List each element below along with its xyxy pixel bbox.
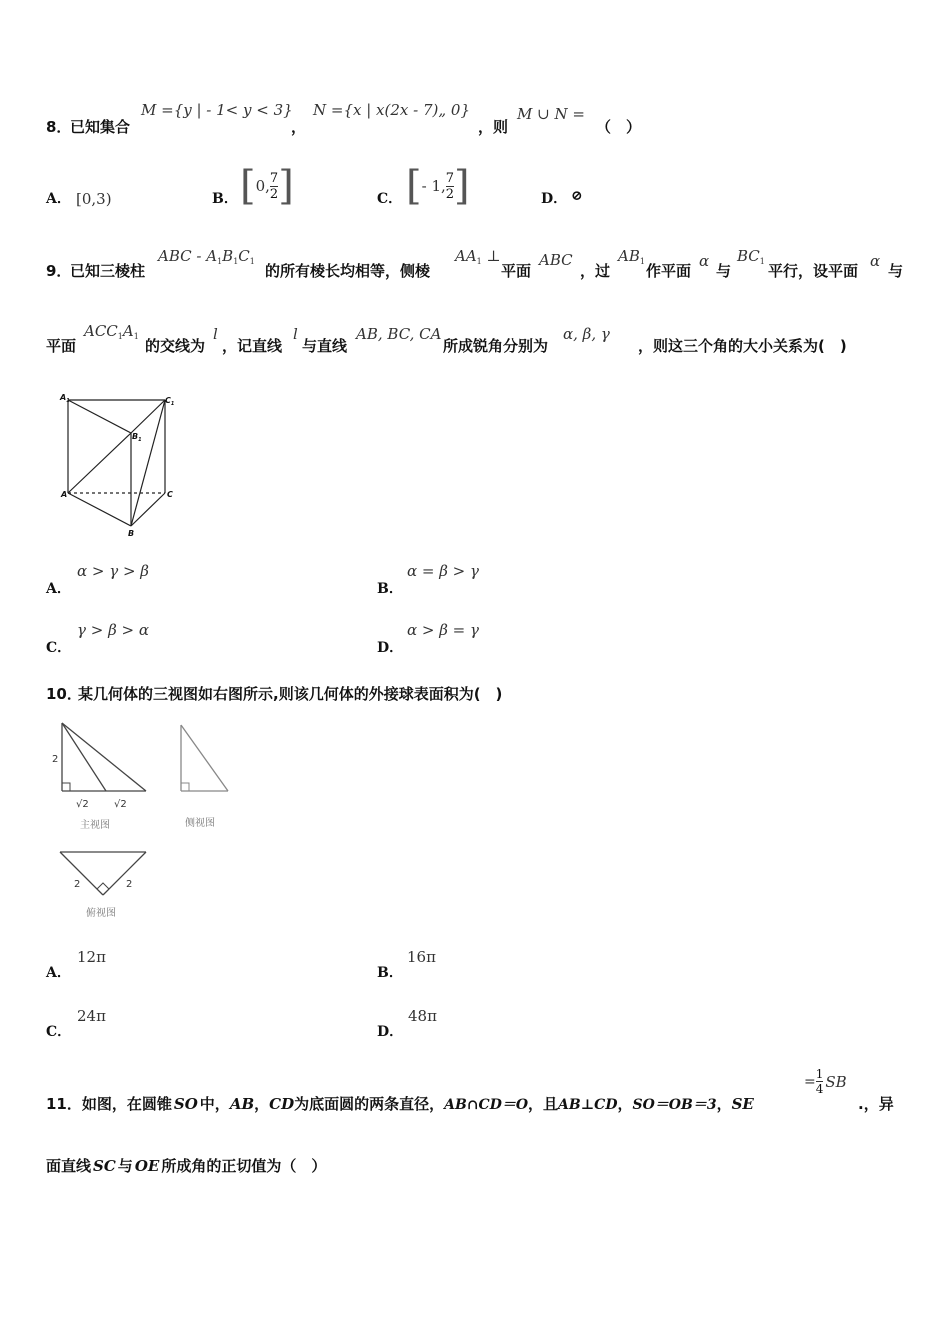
front-view-width-label-1: √2 <box>76 799 89 810</box>
q9-lines: AB, BC, CA <box>356 325 442 343</box>
q11-text-7: ， <box>716 1095 732 1113</box>
q9-option-c-label: C． <box>46 640 72 656</box>
q9-option-d-value: α > β = γ <box>407 621 479 639</box>
q10-option-a-label: A． <box>46 965 71 981</box>
q8-option-b-fraction <box>270 171 278 202</box>
q10-option-d-label: D． <box>377 1024 404 1040</box>
q9-text-1: 已知三棱柱 <box>70 262 146 280</box>
q8-option-d-value: ⊘ <box>571 188 583 204</box>
q11-cd: CD <box>269 1095 295 1113</box>
fraction-numerator: 1 <box>815 1067 824 1081</box>
q11-number: 11． <box>46 1095 82 1113</box>
q11-equality: SO＝OB＝3 <box>632 1097 717 1113</box>
q8-option-b-label: B． <box>212 191 238 207</box>
q9-alpha: α <box>699 252 710 270</box>
q8-answer-paren: （ ） <box>596 118 642 136</box>
q9-line2-text-4: 与直线 <box>302 337 348 355</box>
q9-text-8: 与 <box>888 262 904 280</box>
top-view-edge-label-1: 2 <box>74 879 81 890</box>
q11-sc: SC <box>93 1157 116 1175</box>
q11-oe: OE <box>134 1157 160 1175</box>
q8-option-c-fraction <box>446 171 454 202</box>
q9-line2-text-1: 平面 <box>46 337 77 355</box>
fraction-denominator: 4 <box>815 1082 824 1096</box>
q8-option-c-value <box>406 160 470 212</box>
q9-ab1: $AB_1$ <box>618 247 645 266</box>
q9-line2-text-6: ，则这三个角的大小关系为( ) <box>638 337 847 355</box>
q8-union: M ∪ N = <box>517 105 585 123</box>
right-angle-mark <box>97 883 109 889</box>
q11-text-8: .，异 <box>858 1095 894 1113</box>
q9-edge: $AA_1$ ⊥ <box>455 247 501 266</box>
q9-text-4: ，过 <box>580 262 611 280</box>
top-view-edge-label-2: 2 <box>126 879 133 890</box>
q9-text-3: 平面 <box>501 262 532 280</box>
segment-ab1 <box>68 433 131 493</box>
q11-intersection: AB∩CD＝O <box>444 1097 529 1113</box>
q9-text-6: 与 <box>716 262 732 280</box>
label-a1: $A_1$ <box>60 393 70 404</box>
q9-angles: α, β, γ <box>563 325 610 343</box>
right-angle-mark <box>62 783 70 791</box>
front-view-width-label-2: √2 <box>114 799 127 810</box>
edge-c1b1 <box>131 400 165 433</box>
top-view-right-edge <box>103 852 146 895</box>
q8-set-n: N ={x | x(2x - 7)„ 0} <box>313 101 470 119</box>
q9-option-d-label: D． <box>377 640 404 656</box>
q11-line-1 <box>46 1093 754 1114</box>
q11-text-2: 中， <box>199 1095 230 1113</box>
front-view-hypotenuse <box>62 723 146 791</box>
q9-option-a-value: α > γ > β <box>77 562 149 580</box>
q8-option-a-label: A． <box>46 191 71 207</box>
q11-text-4: 为底面圆的两条直径， <box>294 1095 445 1113</box>
q11-fraction <box>816 1067 824 1096</box>
q11-line2-text-3: 所成角的正切值为（ ） <box>161 1157 327 1175</box>
q11-ab: AB <box>229 1095 255 1113</box>
fraction-denominator: 2 <box>445 186 455 202</box>
q10-three-view-figure <box>40 715 240 925</box>
bracket-left-icon: [ <box>406 163 422 209</box>
q10-number: 10． <box>46 685 82 703</box>
q9-l-2: l <box>293 325 298 343</box>
q9-bc1: $BC_1$ <box>737 247 765 266</box>
label-b: B <box>128 529 135 538</box>
top-view-label: 俯视图 <box>86 908 116 919</box>
q11-line2-text-1: 面直线 <box>46 1157 92 1175</box>
q10-option-b-value: 16π <box>407 948 436 966</box>
front-view-height-label: 2 <box>52 754 59 765</box>
q8-option-c-left: - 1, <box>421 177 446 195</box>
q8-option-d-label: D． <box>541 191 568 207</box>
side-view-label: 侧视图 <box>185 818 215 829</box>
q11-se-expression <box>804 1067 847 1096</box>
q11-sb: SB <box>825 1072 847 1091</box>
label-b1: $B_1$ <box>132 432 142 443</box>
edge-a1b1 <box>68 400 131 433</box>
q10-option-a-value: 12π <box>77 948 106 966</box>
q11-text-3: ， <box>254 1095 270 1113</box>
fraction-numerator: 7 <box>269 170 279 186</box>
q11-se: SE <box>731 1095 754 1113</box>
q10-option-b-label: B． <box>377 965 403 981</box>
label-a: A <box>61 490 68 499</box>
top-view-left-edge <box>60 852 103 895</box>
q11-so: SO <box>173 1095 198 1113</box>
q9-text-2: 的所有棱长均相等，侧棱 <box>265 262 431 280</box>
q9-prism-figure <box>58 392 183 540</box>
q8-option-b-left: 0, <box>255 177 270 195</box>
q9-prism: ABC - $A_1B_1C_1$ <box>158 247 255 266</box>
q8-number: 8． <box>46 118 72 136</box>
label-c1: $C_1$ <box>165 396 175 407</box>
q10-option-c-label: C． <box>46 1024 72 1040</box>
q11-text-5: ，且 <box>528 1095 559 1113</box>
fraction-numerator: 7 <box>445 170 455 186</box>
q10-option-d-value: 48π <box>408 1007 437 1025</box>
q9-line2-text-2: 的交线为 <box>145 337 206 355</box>
q9-plane: ABC <box>539 251 573 269</box>
q8-option-c-label: C． <box>377 191 403 207</box>
q9-option-c-value: γ > β > α <box>77 621 149 639</box>
q9-text-5: 作平面 <box>646 262 692 280</box>
q11-text-6: ， <box>617 1095 633 1113</box>
q8-then: ，则 <box>478 118 509 136</box>
q11-perpendicular: AB⊥CD <box>558 1097 618 1113</box>
bracket-left-icon: [ <box>240 163 256 209</box>
q9-option-b-value: α = β > γ <box>407 562 479 580</box>
edge-cb <box>131 493 165 526</box>
q11-equals: = <box>804 1073 816 1090</box>
front-view-label: 主视图 <box>80 820 110 831</box>
edge-ab <box>68 493 131 526</box>
q11-line2-text-2: 与 <box>117 1157 133 1175</box>
q11-text-1: 如图，在圆锥 <box>81 1095 172 1113</box>
q8-option-b-value <box>240 160 294 212</box>
label-c: C <box>167 490 173 499</box>
q9-number: 9． <box>46 262 72 280</box>
side-view-hypotenuse <box>181 725 228 791</box>
q9-line2-text-5: 所成锐角分别为 <box>443 337 549 355</box>
q9-acc1a1: $ACC_1A_1$ <box>84 322 139 341</box>
q9-alpha-2: α <box>870 252 881 270</box>
bracket-right-icon: ] <box>454 163 470 209</box>
q9-line2-text-3: ，记直线 <box>222 337 283 355</box>
q10-text: 某几何体的三视图如右图所示,则该几何体的外接球表面积为( ) <box>78 685 503 703</box>
right-angle-mark <box>181 783 189 791</box>
q9-text-7: 平行，设平面 <box>768 262 859 280</box>
q9-option-a-label: A． <box>46 581 71 597</box>
q9-l-1: l <box>213 325 218 343</box>
segment-bc1 <box>131 400 165 526</box>
q8-option-a-value: [0,3) <box>76 190 112 208</box>
bracket-right-icon: ] <box>278 163 294 209</box>
q9-option-b-label: B． <box>377 581 403 597</box>
q10-option-c-value: 24π <box>77 1007 106 1025</box>
q8-set-m: M ={y | - 1< y < 3} <box>141 101 293 119</box>
q11-line-2 <box>46 1155 326 1176</box>
q8-text: 已知集合 <box>70 118 131 136</box>
q8-comma: ， <box>291 118 307 136</box>
front-view-inner-line <box>62 723 106 791</box>
fraction-denominator: 2 <box>269 186 279 202</box>
